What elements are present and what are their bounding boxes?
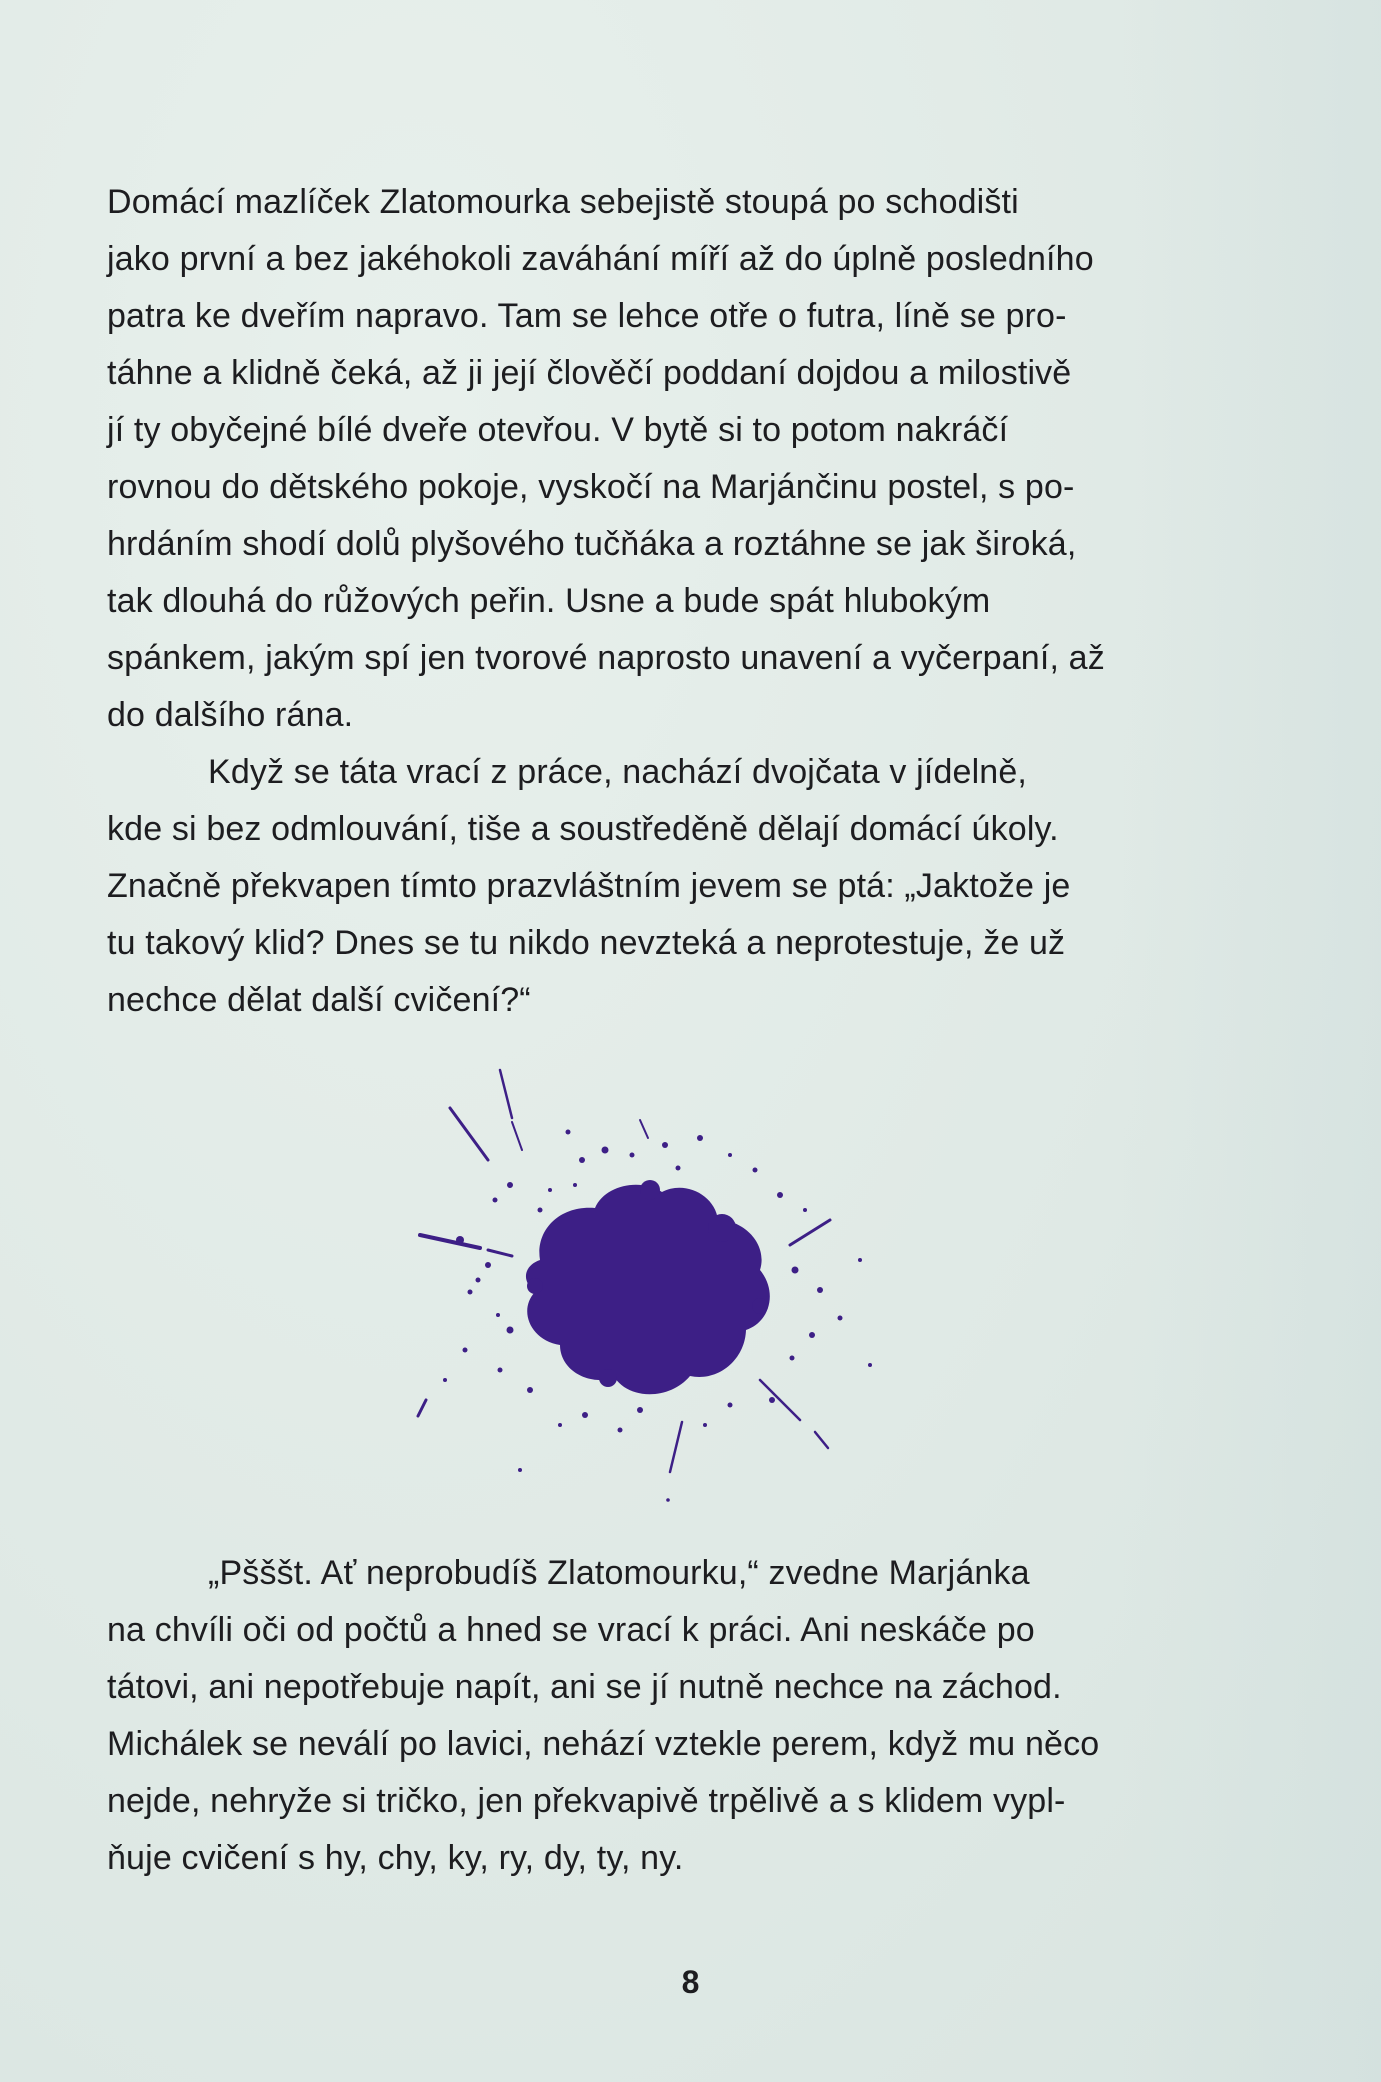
text-line: jí ty obyčejné bílé dveře otevřou. V bytě si to potom nakráčí bbox=[107, 411, 1009, 449]
ink-blot bbox=[526, 1185, 770, 1394]
text-line: Když se táta vrací z práce, nachází dvojčata v jídelně, bbox=[208, 753, 1028, 791]
text-line: ňuje cvičení s hy, chy, ky, ry, dy, ty, ny. bbox=[107, 1839, 684, 1877]
text-line: nejde, nehryže si tričko, jen překvapivě trpělivě a s klidem vypl- bbox=[107, 1782, 1066, 1820]
ink-splatter-illustration bbox=[400, 1060, 920, 1520]
paragraph-1 bbox=[107, 174, 1227, 744]
text-line: tak dlouhá do růžových peřin. Usne a bude spát hlubokým bbox=[107, 582, 991, 620]
text-line: spánkem, jakým spí jen tvorové naprosto unavení a vyčerpaní, až bbox=[107, 639, 1105, 677]
paragraph-3 bbox=[107, 1545, 1227, 1887]
text-line: Značně překvapen tímto prazvláštním jevem se ptá: „Jaktože je bbox=[107, 867, 1071, 905]
text-line: na chvíli oči od počtů a hned se vrací k práci. Ani neskáče po bbox=[107, 1611, 1035, 1649]
text-line: jako první a bez jakéhokoli zaváhání míří až do úplně posledního bbox=[107, 240, 1094, 278]
text-line: Domácí mazlíček Zlatomourka sebejistě stoupá po schodišti bbox=[107, 183, 1019, 221]
page-number: 8 bbox=[681, 1964, 700, 2000]
text-line: nechce dělat další cvičení?“ bbox=[107, 981, 531, 1019]
text-line: táhne a klidně čeká, až ji její člověčí poddaní dojdou a milostivě bbox=[107, 354, 1072, 392]
text-line: Michálek se neválí po lavici, nehází vztekle perem, když mu něco bbox=[107, 1725, 1100, 1763]
paragraph-2 bbox=[107, 744, 1227, 1029]
text-line: rovnou do dětského pokoje, vyskočí na Marjánčinu postel, s po- bbox=[107, 468, 1075, 506]
text-line: „Pšššt. Ať neprobudíš Zlatomourku,“ zvedne Marjánka bbox=[208, 1554, 1030, 1592]
text-line: do dalšího rána. bbox=[107, 696, 354, 734]
text-line: tu takový klid? Dnes se tu nikdo nevzteká a neprotestuje, že už bbox=[107, 924, 1066, 962]
text-line: hrdáním shodí dolů plyšového tučňáka a roztáhne se jak široká, bbox=[107, 525, 1077, 563]
text-line: patra ke dveřím napravo. Tam se lehce otře o futra, líně se pro- bbox=[107, 297, 1067, 335]
text-line: tátovi, ani nepotřebuje napít, ani se jí nutně nechce na záchod. bbox=[107, 1668, 1062, 1706]
text-line: kde si bez odmlouvání, tiše a soustředěně dělají domácí úkoly. bbox=[107, 810, 1059, 848]
